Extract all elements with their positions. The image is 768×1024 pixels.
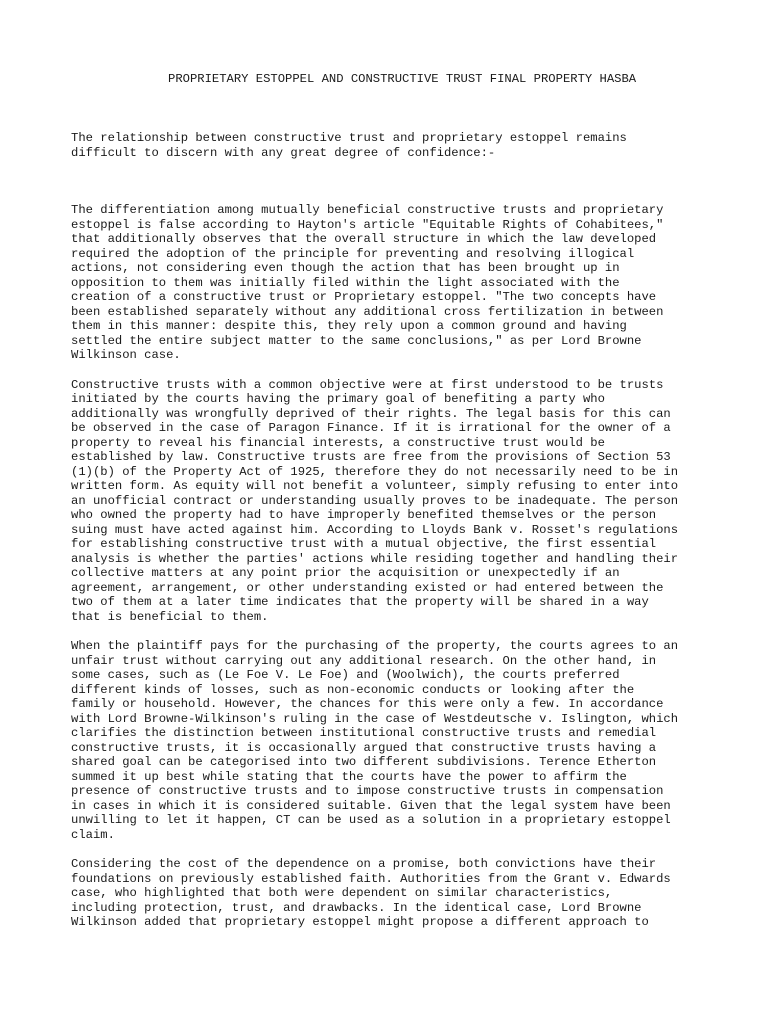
paragraph: When the plaintiff pays for the purchasing of the property, the courts agrees to an unfair trust without carrying out any additional research. On the other hand, in some cases, such as (Le Foe V. Le Foe) and (Woolwich), the courts preferred different kinds of losses, such as non-economic conducts or looking after the family or household. However, the chances for this were only a few. In accordance with Lord Browne-Wilkinson's ruling in the case of Westdeutsche v. Islington, which clarifies the distinction between institutional constructive trusts and remedial constructive trusts, it is occasionally argued that constructive trusts having a shared goal can be categorised into two different subdivisions. Terence Etherton summed it up best while stating that the courts have the power to affirm the presence of constructive trusts and to impose constructive trusts in compensation in cases in which it is considered suitable. Given that the legal system have been unwilling to let it happen, CT can be used as a solution in a proprietary estoppel claim. — [71, 639, 679, 842]
paragraph: Constructive trusts with a common objective were at first understood to be trusts initiated by the courts having the primary goal of benefiting a party who additionally was wrongfully deprived of their rights. The legal basis for this can be observed in the case of Paragon Finance. If it is irrational for the owner of a property to reveal his financial interests, a constructive trust would be established by law. Constructive trusts are free from the provisions of Section 53 (1)(b) of the Property Act of 1925, therefore they do not necessarily need to be in written form. As equity will not benefit a volunteer, simply refusing to enter into an unofficial contract or understanding usually proves to be inadequate. The person who owned the property had to have improperly benefited themselves or the person suing must have acted against him. According to Lloyds Bank v. Rosset's regulations for establishing constructive trust with a mutual objective, the first essential analysis is whether the parties' actions while residing together and handling their collective matters at any point prior the acquisition or unexpectedly if an agreement, arrangement, or other understanding existed or had entered between the two of them at a later time indicates that the property will be shared in a way that is beneficial to them. — [71, 377, 679, 624]
paragraph-intro: The relationship between constructive trust and proprietary estoppel remains difficult to discern with any great degree of confidence:- — [71, 131, 627, 160]
document-title: PROPRIETARY ESTOPPEL AND CONSTRUCTIVE TRUST FINAL PROPERTY HASBA — [168, 72, 637, 86]
document-body — [71, 131, 707, 930]
paragraph: The differentiation among mutually beneficial constructive trusts and proprietary estoppel is false according to Hayton's article "Equitable Rights of Cohabitees," that additionally observes that the overall structure in which the law developed required the adoption of the principle for preventing and resolving illogical actions, not considering even though the action that has been brought up in opposition to them was initially filed within the light associated with the creation of a constructive trust or Proprietary estoppel. "The two concepts have been established separately without any additional cross fertilization in between them in this manner: despite this, they rely upon a common ground and having settled the entire subject matter to the same conclusions," as per Lord Browne Wilkinson case. — [71, 203, 664, 362]
paragraph: Considering the cost of the dependence on a promise, both convictions have their foundations on previously established faith. Authorities from the Grant v. Edwards case, who highlighted that both were dependent on similar characteristics, including protection, trust, and drawbacks. In the identical case, Lord Browne Wilkinson added that proprietary estoppel might propose a different approach to — [71, 857, 671, 929]
